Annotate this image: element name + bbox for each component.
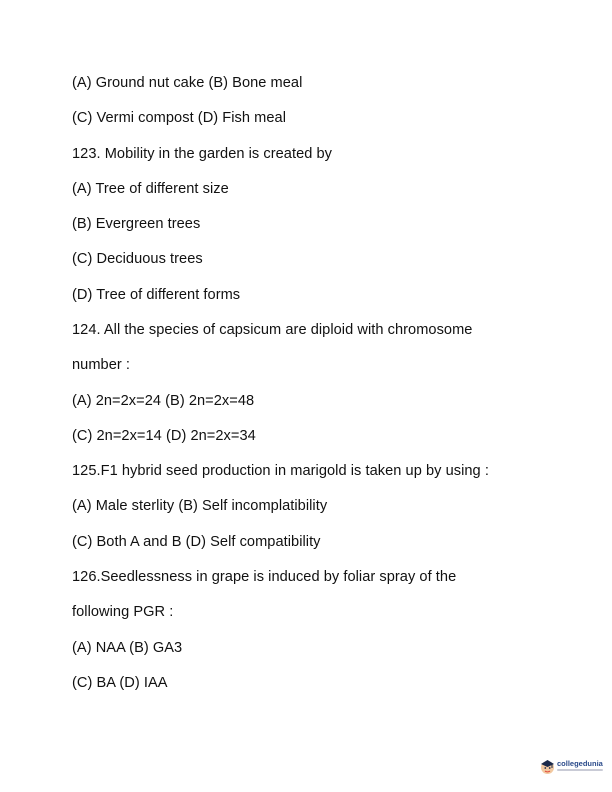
answer-option-line: (C) Deciduous trees [72,251,203,267]
answer-option-line: (C) BA (D) IAA [72,675,168,691]
question-line: following PGR : [72,604,174,620]
answer-option-line: (A) NAA (B) GA3 [72,640,183,656]
answer-option-line: (A) Male sterlity (B) Self incomplatibility [72,498,328,514]
answer-option-line: (A) 2n=2x=24 (B) 2n=2x=48 [72,393,255,409]
answer-option-line: (C) Vermi compost (D) Fish meal [72,110,286,126]
question-line: 126.Seedlessness in grape is induced by foliar spray of the [72,569,457,585]
question-line: 125.F1 hybrid seed production in marigold is taken up by using : [72,463,489,479]
question-line: 123. Mobility in the garden is created by [72,146,333,162]
question-line: number : [72,357,130,373]
answer-option-line: (C) Both A and B (D) Self compatibility [72,534,321,550]
collegedunia-mascot-icon [539,758,556,775]
answer-option-line: (C) 2n=2x=14 (D) 2n=2x=34 [72,428,256,444]
logo-text: collegedunia [557,759,603,768]
answer-option-line: (D) Tree of different forms [72,287,241,303]
answer-option-line: (A) Tree of different size [72,181,229,197]
answer-option-line: (B) Evergreen trees [72,216,201,232]
collegedunia-logo [539,757,605,779]
question-line: 124. All the species of capsicum are diploid with chromosome [72,322,473,338]
logo-tagline-bar [557,769,603,771]
answer-option-line: (A) Ground nut cake (B) Bone meal [72,75,303,91]
